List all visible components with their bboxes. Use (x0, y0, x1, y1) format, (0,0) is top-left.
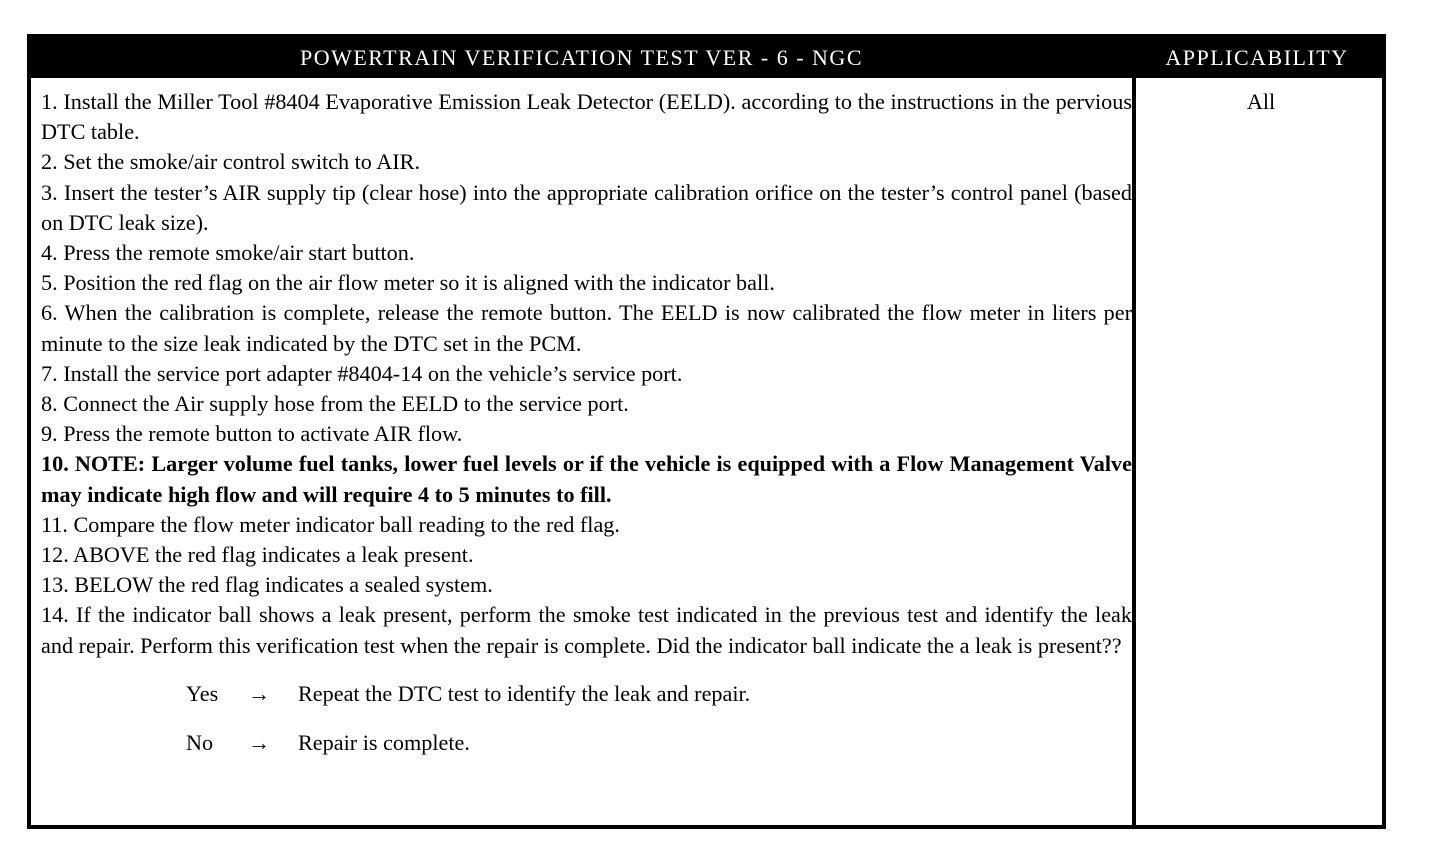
step-10-note: 10. NOTE: Larger volume fuel tanks, lower fuel levels or if the vehicle is equipped with a Flow Management Valve may indicate high flow and will require 4 to 5 minutes to fill. (41, 451, 1132, 507)
column-divider (1132, 78, 1136, 825)
step-11: 11. Compare the flow meter indicator ball reading to the red flag. (41, 511, 620, 537)
step-12: 12. ABOVE the red flag indicates a leak present. (41, 542, 474, 568)
step-13: 13. BELOW the red flag indicates a sealed system. (41, 572, 493, 598)
yes-result: Repeat the DTC test to identify the leak and repair. (298, 680, 751, 706)
step-8: 8. Connect the Air supply hose from the EELD to the service port. (41, 391, 629, 417)
answer-no (41, 728, 1132, 777)
arrow-right-icon: → (248, 729, 271, 755)
step-5: 5. Position the red flag on the air flow meter so it is aligned with the indicator ball. (41, 270, 775, 296)
table-title: POWERTRAIN VERIFICATION TEST VER - 6 - NGC (31, 38, 1132, 78)
applicability-value: All (1246, 89, 1276, 114)
no-result: Repair is complete. (298, 729, 470, 755)
answer-options (41, 679, 1132, 777)
arrow-right-icon: → (248, 680, 271, 706)
verification-test-table (27, 34, 1386, 829)
applicability-header: APPLICABILITY (1132, 38, 1382, 78)
step-1: 1. Install the Miller Tool #8404 Evaporative Emission Leak Detector (EELD). according to the instructions in the pervious DTC table. (41, 89, 1132, 145)
step-2: 2. Set the smoke/air control switch to AIR. (41, 149, 420, 175)
step-9: 9. Press the remote button to activate AIR flow. (41, 421, 463, 447)
step-7: 7. Install the service port adapter #8404-14 on the vehicle’s service port. (41, 360, 683, 386)
yes-label: Yes (186, 680, 219, 706)
test-steps (41, 87, 1132, 777)
step-6: 6. When the calibration is complete, release the remote button. The EELD is now calibrated the flow meter in liters per minute to the size leak indicated by the DTC set in the PCM. (41, 300, 1132, 356)
answer-yes (41, 679, 1132, 728)
step-4: 4. Press the remote smoke/air start button. (41, 240, 415, 266)
step-14: 14. If the indicator ball shows a leak present, perform the smoke test indicated in the previous test and identify the leak and repair. Perform this verification test when the repair is complete. Did the indicator ball indicate the a leak is present?? (41, 602, 1132, 658)
step-3: 3. Insert the tester’s AIR supply tip (clear hose) into the appropriate calibration orifice on the tester’s control panel (based on DTC leak size). (41, 179, 1132, 235)
no-label: No (186, 729, 214, 755)
